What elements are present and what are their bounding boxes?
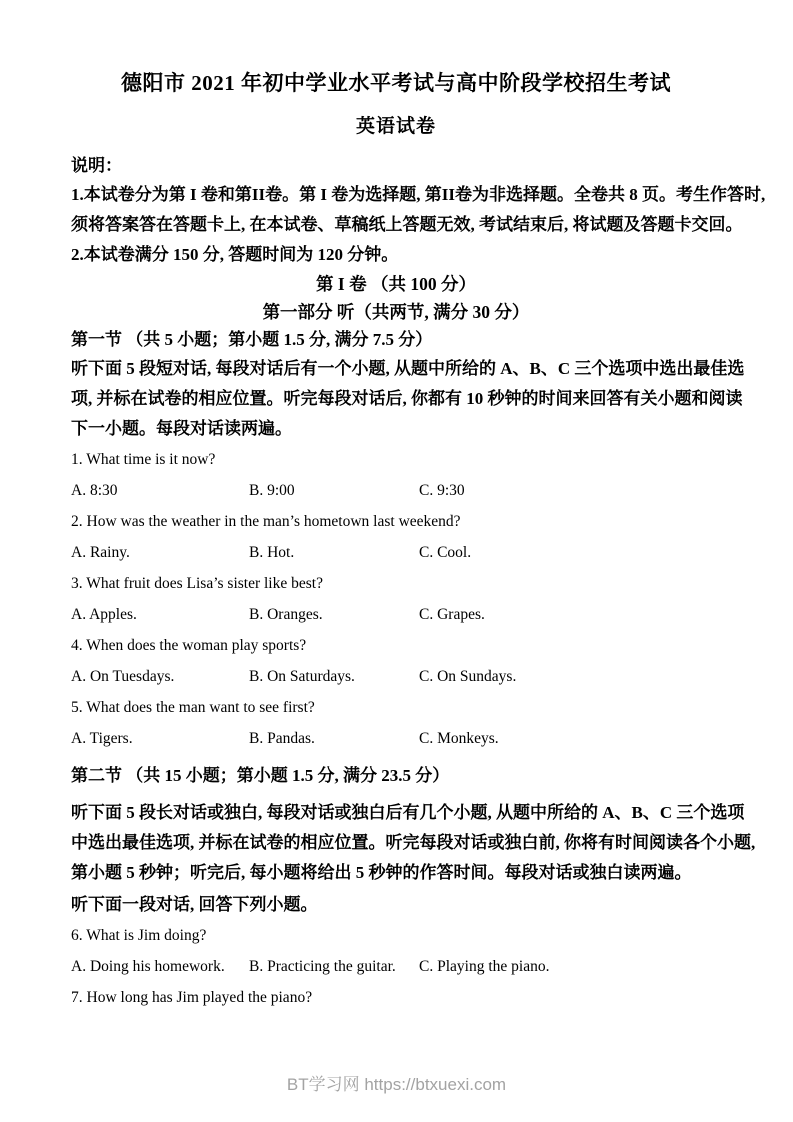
question-1-option-c: C. 9:30 [419, 482, 465, 499]
volume-heading: 第 I 卷 （共 100 分） [316, 274, 476, 294]
question-1-option-b: B. 9:00 [249, 482, 295, 499]
question-3-text: 3. What fruit does Lisa’s sister like best? [71, 575, 323, 592]
question-5-options [71, 723, 721, 754]
section2-direction-2: 中选出最佳选项, 并标在试卷的相应位置。听完每段对话或独白前, 你将有时间阅读各个小题, [71, 833, 756, 852]
question-6-option-c: C. Playing the piano. [419, 958, 550, 975]
notice-line-1: 1.本试卷分为第 I 卷和第II卷。第 I 卷为选择题, 第II卷为非选择题。全卷共 8 页。考生作答时, [71, 185, 766, 204]
question-6 [71, 920, 721, 982]
section2-heading: 第二节 （共 15 小题；第小题 1.5 分, 满分 23.5 分） [71, 766, 450, 785]
section2-sub-direction: 听下面一段对话, 回答下列小题。 [71, 895, 318, 914]
question-2-option-c: C. Cool. [419, 544, 472, 561]
notice-line-2: 须将答案答在答题卡上, 在本试卷、草稿纸上答题无效, 考试结束后, 将试题及答题卡交回。 [71, 215, 743, 234]
question-2-text: 2. How was the weather in the man’s hometown last weekend? [71, 513, 461, 530]
question-3 [71, 568, 721, 630]
notice-line-3: 2.本试卷满分 150 分, 答题时间为 120 分钟。 [71, 245, 399, 264]
question-1-option-a: A. 8:30 [71, 482, 118, 499]
section2-directions [71, 798, 756, 888]
question-6-option-a: A. Doing his homework. [71, 958, 225, 975]
section1-heading: 第一节 （共 5 小题；第小题 1.5 分, 满分 7.5 分） [71, 330, 433, 349]
question-2 [71, 506, 721, 568]
question-1 [71, 444, 721, 506]
section1-direction-1: 听下面 5 段短对话, 每段对话后有一个小题, 从题中所给的 A、B、C 三个选项中选出最佳选 [71, 359, 745, 378]
question-3-option-a: A. Apples. [71, 606, 137, 623]
section1-direction-3: 下一小题。每段对话读两遍。 [71, 419, 292, 438]
notice-label: 说明： [71, 156, 122, 175]
exam-subtitle: 英语试卷 [355, 116, 436, 137]
question-4-option-a: A. On Tuesdays. [71, 668, 175, 685]
question-5-option-c: C. Monkeys. [419, 730, 499, 747]
watermark-text: BT学习网 https://btxuexi.com [286, 1075, 507, 1094]
question-3-option-b: B. Oranges. [249, 606, 323, 623]
question-2-options [71, 537, 721, 568]
question-6-text: 6. What is Jim doing? [71, 927, 207, 944]
question-2-option-b: B. Hot. [249, 544, 295, 561]
section2-direction-3: 第小题 5 秒钟；听完后, 每小题将给出 5 秒钟的作答时间。每段对话或独白读两遍。 [71, 863, 692, 882]
question-4-options [71, 661, 721, 692]
section2 [71, 762, 756, 920]
question-4-option-b: B. On Saturdays. [249, 668, 355, 685]
part1-heading: 第一部分 听（共两节, 满分 30 分） [262, 302, 530, 322]
section2-direction-1: 听下面 5 段长对话或独白, 每段对话或独白后有几个小题, 从题中所给的 A、B、C 三个选项 [71, 803, 745, 822]
question-5 [71, 692, 721, 754]
exam-title: 德阳市 2021 年初中学业水平考试与高中阶段学校招生考试 [121, 71, 671, 95]
question-7 [71, 982, 721, 1013]
question-4 [71, 630, 721, 692]
question-3-option-c: C. Grapes. [419, 606, 485, 623]
question-6-option-b: B. Practicing the guitar. [249, 958, 396, 975]
question-7-text: 7. How long has Jim played the piano? [71, 989, 313, 1006]
question-1-text: 1. What time is it now? [71, 451, 216, 468]
question-3-options [71, 599, 721, 630]
question-4-option-c: C. On Sundays. [419, 668, 517, 685]
question-5-option-b: B. Pandas. [249, 730, 315, 747]
question-2-option-a: A. Rainy. [71, 544, 130, 561]
question-1-options [71, 475, 721, 506]
question-6-options [71, 951, 721, 982]
question-5-option-a: A. Tigers. [71, 730, 133, 747]
question-4-text: 4. When does the woman play sports? [71, 637, 307, 654]
question-5-text: 5. What does the man want to see first? [71, 699, 315, 716]
section1-direction-2: 项, 并标在试卷的相应位置。听完每段对话后, 你都有 10 秒钟的时间来回答有关小题和阅读 [71, 389, 743, 408]
